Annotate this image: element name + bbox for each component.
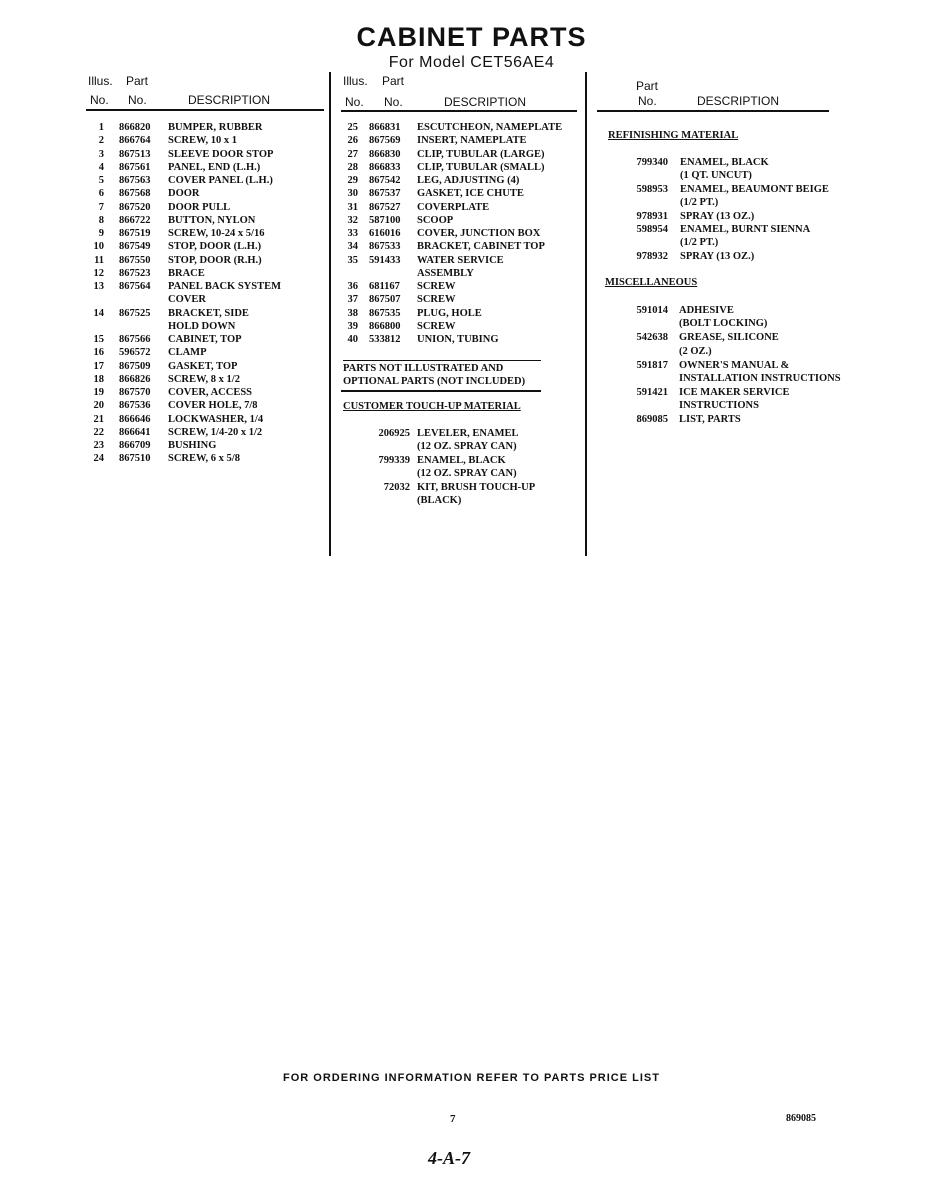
part-number: 867566 (119, 334, 151, 345)
part-number: 867507 (369, 294, 401, 306)
part-description: BUTTON, NYLON (168, 214, 256, 226)
part-number: 867525 (119, 307, 151, 319)
part-number: 869085 (636, 414, 668, 426)
item-number: 28 (347, 161, 358, 173)
part-description: (12 OZ. SPRAY CAN) (417, 441, 517, 453)
part-description: STOP, DOOR (R.H.) (168, 254, 262, 266)
part-number: 867513 (119, 148, 151, 160)
refinishing-heading: REFINISHING MATERIAL (608, 130, 739, 141)
part-number: 591014 (636, 305, 668, 316)
part-description: GASKET, TOP (168, 360, 238, 372)
part-description: CLAMP (168, 347, 207, 359)
item-number: 31 (347, 201, 358, 213)
item-number: 35 (347, 254, 358, 266)
part-number: 206925 (378, 428, 410, 439)
col2-illus-label: Illus. (343, 74, 368, 88)
part-description: SCREW, 10-24 x 5/16 (168, 228, 265, 239)
part-number: 978932 (636, 250, 668, 262)
part-number: 598953 (636, 183, 668, 195)
item-number: 5 (98, 175, 104, 186)
part-description: SCOOP (417, 214, 454, 226)
part-description: LEG, ADJUSTING (4) (417, 175, 520, 186)
item-number: 20 (93, 400, 104, 412)
part-number: 867561 (119, 161, 151, 173)
part-description: SCREW, 6 x 5/8 (168, 453, 240, 465)
part-number: 867523 (119, 267, 151, 279)
item-number: 17 (93, 360, 104, 372)
part-description: (12 OZ. SPRAY CAN) (417, 468, 517, 480)
part-description: GREASE, SILICONE (679, 332, 779, 344)
part-number: 799339 (378, 454, 410, 466)
part-number: 867569 (369, 135, 401, 147)
part-description: ENAMEL, BEAUMONT BEIGE (680, 183, 829, 195)
part-description: ESCUTCHEON, NAMEPLATE (417, 122, 563, 133)
part-description: COVER, JUNCTION BOX (417, 228, 541, 239)
part-number: 867549 (119, 241, 151, 253)
part-description: COVER PANEL (L.H.) (168, 175, 273, 186)
part-description: BUMPER, RUBBER (168, 122, 263, 133)
part-number: 587100 (369, 214, 401, 226)
part-number: 591421 (636, 386, 668, 398)
item-number: 25 (347, 122, 358, 133)
col3-header-rule (597, 110, 829, 112)
part-description: HOLD DOWN (168, 320, 236, 332)
part-number: 542638 (636, 332, 668, 344)
col3-no-label: No. (638, 94, 657, 108)
part-description: ADHESIVE (679, 305, 734, 316)
col3-part-label: Part (636, 79, 659, 93)
part-number: 866800 (369, 320, 401, 332)
part-description: INSTRUCTIONS (679, 400, 759, 412)
part-number: 867550 (119, 254, 151, 266)
part-number: 867542 (369, 175, 401, 186)
col3-description-label: DESCRIPTION (697, 94, 780, 108)
part-description: PANEL, END (L.H.) (168, 161, 261, 173)
not-illustrated-heading-1: PARTS NOT ILLUSTRATED AND (343, 363, 504, 374)
item-number: 8 (98, 214, 104, 226)
part-number: 866641 (119, 426, 151, 438)
part-description: GASKET, ICE CHUTE (417, 188, 524, 200)
item-number: 27 (347, 148, 358, 160)
part-description: STOP, DOOR (L.H.) (168, 241, 262, 253)
item-number: 32 (347, 214, 358, 226)
col2-description-label: DESCRIPTION (444, 95, 527, 109)
item-number: 26 (347, 135, 358, 147)
part-description: CLIP, TUBULAR (SMALL) (417, 161, 545, 173)
part-description: ICE MAKER SERVICE (679, 386, 790, 398)
col1-part-label: Part (126, 74, 149, 88)
item-number: 11 (94, 254, 104, 266)
part-description: INSERT, NAMEPLATE (417, 135, 527, 147)
part-description: (1/2 PT.) (680, 237, 719, 249)
part-description: SCREW, 8 x 1/2 (168, 373, 240, 385)
item-number: 18 (93, 373, 104, 385)
part-description: ENAMEL, BURNT SIENNA (680, 224, 811, 235)
part-description: COVER (168, 294, 206, 306)
item-number: 29 (347, 175, 358, 186)
ordering-footer: FOR ORDERING INFORMATION REFER TO PARTS PRICE LIST (283, 1072, 660, 1084)
item-number: 9 (98, 228, 104, 239)
part-description: OWNER'S MANUAL & (679, 359, 790, 371)
col2-no-label: No. (345, 95, 364, 109)
part-number: 866833 (369, 161, 401, 173)
item-number: 40 (347, 334, 358, 345)
touchup-heading: CUSTOMER TOUCH-UP MATERIAL (343, 401, 521, 412)
not-illustrated-bottom-rule (341, 390, 541, 392)
item-number: 22 (93, 426, 104, 438)
page-title: CABINET PARTS (356, 22, 587, 52)
item-number: 3 (98, 148, 104, 160)
part-description: (1/2 PT.) (680, 197, 719, 209)
part-number: 681167 (369, 281, 400, 292)
part-description: INSTALLATION INSTRUCTIONS (679, 372, 841, 384)
part-description: (BOLT LOCKING) (679, 318, 768, 330)
part-description: BRACE (168, 267, 205, 279)
part-description: (2 OZ.) (679, 345, 712, 357)
part-number: 866722 (119, 214, 151, 226)
not-illustrated-top-rule (343, 360, 541, 361)
part-number: 867570 (119, 387, 151, 398)
item-number: 4 (98, 161, 104, 173)
part-description: COVERPLATE (417, 201, 490, 213)
part-description: DOOR (168, 188, 200, 200)
part-description: LEVELER, ENAMEL (417, 428, 519, 439)
document-number: 869085 (786, 1113, 816, 1124)
misc-heading: MISCELLANEOUS (605, 277, 698, 288)
item-number: 38 (347, 307, 358, 319)
part-description: LOCKWASHER, 1/4 (168, 413, 264, 425)
part-description: SCREW (417, 294, 456, 306)
part-description: LIST, PARTS (679, 414, 741, 426)
item-number: 21 (93, 413, 104, 425)
part-number: 867536 (119, 400, 151, 412)
item-number: 33 (347, 228, 358, 239)
col2-part-label: Part (382, 74, 405, 88)
part-number: 596572 (119, 347, 151, 359)
item-number: 24 (93, 453, 104, 465)
part-description: KIT, BRUSH TOUCH-UP (417, 481, 536, 493)
part-number: 866709 (119, 440, 151, 451)
part-number: 867535 (369, 307, 401, 319)
item-number: 16 (93, 347, 104, 359)
part-description: PLUG, HOLE (417, 307, 482, 319)
part-number: 866826 (119, 373, 151, 385)
item-number: 13 (93, 281, 104, 292)
part-description: COVER, ACCESS (168, 387, 253, 398)
part-description: ENAMEL, BLACK (680, 157, 769, 168)
part-number: 866830 (369, 148, 401, 160)
part-number: 867568 (119, 188, 151, 200)
item-number: 30 (347, 188, 358, 200)
part-number: 72032 (383, 481, 410, 493)
part-description: SCREW (417, 281, 456, 292)
part-description: SCREW (417, 320, 456, 332)
part-number: 866646 (119, 413, 151, 425)
part-number: 867509 (119, 360, 151, 372)
col1-no-label: No. (90, 93, 109, 107)
part-description: UNION, TUBING (417, 334, 499, 345)
item-number: 37 (347, 294, 358, 306)
part-number: 867510 (119, 453, 151, 465)
part-number: 867564 (119, 281, 151, 292)
model-subtitle: For Model CET56AE4 (388, 54, 555, 71)
part-number: 867520 (119, 201, 151, 213)
col1-header-rule (86, 109, 324, 111)
part-number: 867537 (369, 188, 401, 200)
col2-header-rule (341, 110, 577, 112)
item-number: 39 (347, 320, 358, 332)
part-description: WATER SERVICE (417, 254, 504, 266)
col1-illus-label: Illus. (88, 74, 113, 88)
item-number: 1 (98, 122, 104, 133)
handwritten-mark: 4-A-7 (428, 1148, 470, 1168)
part-number: 866764 (119, 135, 151, 147)
item-number: 34 (347, 241, 358, 253)
part-description: SCREW, 10 x 1 (168, 135, 238, 147)
item-number: 7 (98, 201, 104, 213)
part-number: 598954 (636, 224, 668, 235)
page-number: 7 (450, 1113, 456, 1125)
part-description: CABINET, TOP (168, 334, 242, 345)
item-number: 23 (93, 440, 104, 451)
col1-no2-label: No. (128, 93, 147, 107)
part-number: 591817 (636, 359, 668, 371)
part-description: BRACKET, CABINET TOP (417, 241, 545, 253)
part-description: SCREW, 1/4-20 x 1/2 (168, 426, 263, 438)
item-number: 2 (98, 135, 104, 147)
item-number: 10 (93, 241, 104, 253)
item-number: 12 (93, 267, 104, 279)
part-number: 867527 (369, 201, 401, 213)
part-description: COVER HOLE, 7/8 (168, 400, 258, 412)
part-description: BRACKET, SIDE (168, 307, 249, 319)
part-number: 867533 (369, 241, 401, 253)
item-number: 6 (98, 188, 104, 200)
part-number: 533812 (369, 334, 401, 345)
part-description: ENAMEL, BLACK (417, 454, 506, 466)
part-number: 867563 (119, 175, 151, 186)
divider-right (585, 72, 587, 556)
part-description: ASSEMBLY (417, 267, 474, 279)
part-description: PANEL BACK SYSTEM (168, 281, 281, 292)
item-number: 15 (93, 334, 104, 345)
item-number: 19 (93, 387, 104, 398)
not-illustrated-heading-2: OPTIONAL PARTS (NOT INCLUDED) (343, 376, 526, 387)
part-number: 978931 (636, 210, 668, 222)
part-description: SPRAY (13 OZ.) (680, 250, 755, 262)
part-number: 866820 (119, 122, 151, 133)
part-description: (1 QT. UNCUT) (680, 170, 752, 182)
part-description: BUSHING (168, 440, 217, 451)
part-description: SPRAY (13 OZ.) (680, 210, 755, 222)
item-number: 14 (93, 307, 104, 319)
part-description: CLIP, TUBULAR (LARGE) (417, 148, 545, 160)
part-number: 591433 (369, 254, 401, 266)
item-number: 36 (347, 281, 358, 292)
col1-description-label: DESCRIPTION (188, 93, 271, 107)
part-description: DOOR PULL (168, 201, 231, 213)
part-description: (BLACK) (417, 494, 462, 506)
col2-no2-label: No. (384, 95, 403, 109)
divider-left (329, 72, 331, 556)
part-description: SLEEVE DOOR STOP (168, 148, 274, 160)
part-number: 867519 (119, 228, 151, 239)
part-number: 866831 (369, 122, 401, 133)
part-number: 616016 (369, 228, 401, 239)
part-number: 799340 (636, 157, 668, 168)
